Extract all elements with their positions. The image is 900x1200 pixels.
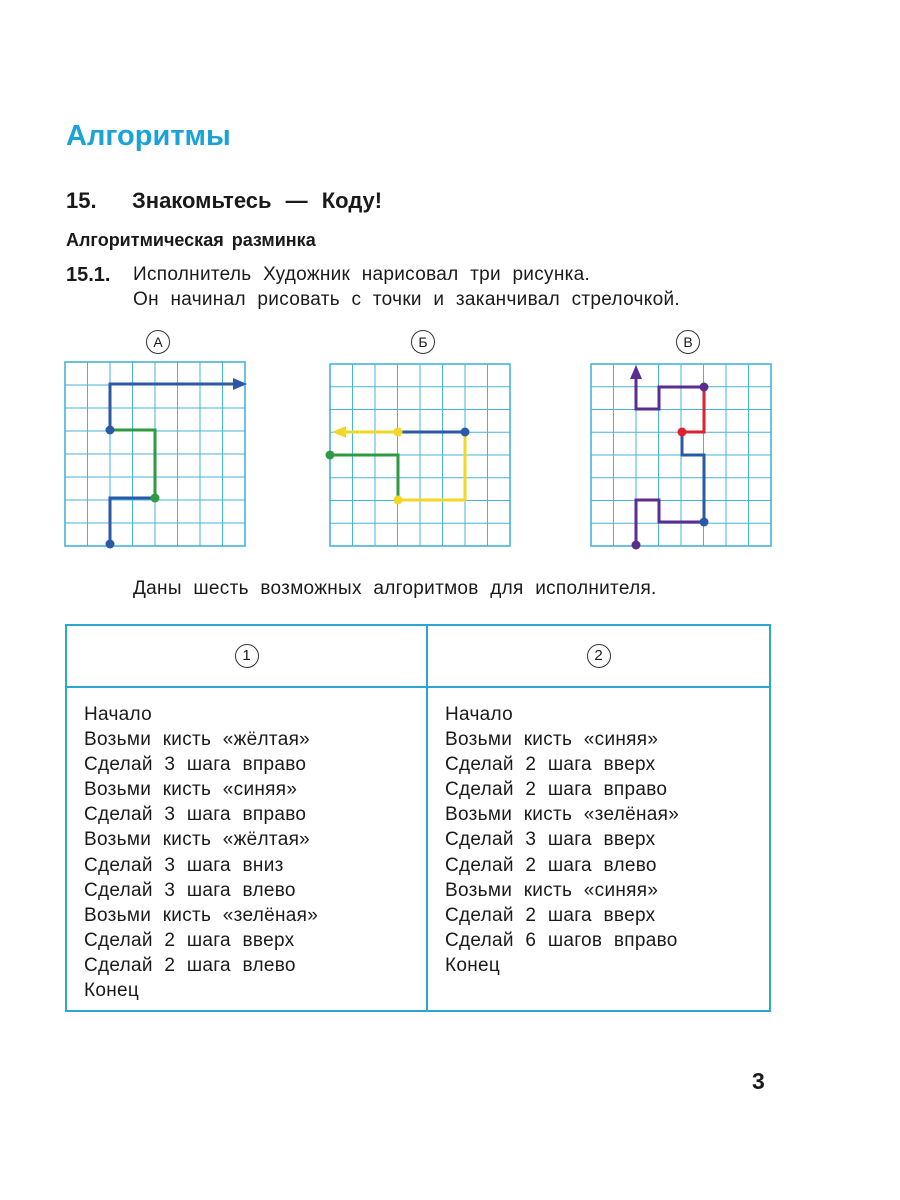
task-number: 15.: [66, 188, 97, 213]
exercise-line-2: Он начинал рисовать с точки и заканчивал стрелочкой.: [133, 289, 680, 310]
algorithm-step: Сделай 2 шага вверх: [84, 929, 295, 951]
start-dot: [106, 540, 115, 549]
task-name: Знакомьтесь — Коду!: [132, 188, 383, 213]
algorithm-steps-1: [67, 688, 426, 1003]
algorithm-step: Возьми кисть «жёлтая»: [84, 829, 311, 851]
algorithm-step: Сделай 3 шага вправо: [84, 754, 307, 776]
arrowhead-icon: [630, 365, 642, 379]
algorithm-step: Начало: [84, 704, 153, 725]
figure-b-grid: [330, 364, 510, 546]
figure-v-grid: [591, 364, 771, 546]
algorithm-step: Сделай 3 шага влево: [84, 879, 296, 901]
algorithm-step: Сделай 6 шагов вправо: [445, 929, 678, 951]
algorithm-label-2: 2: [587, 644, 611, 668]
algorithm-step: Конец: [84, 980, 140, 1002]
algorithm-step: Возьми кисть «синяя»: [84, 779, 298, 801]
algorithm-step: Начало: [445, 704, 514, 725]
figure-a-grid: [65, 362, 247, 546]
turn-dot-blue: [700, 518, 709, 527]
exercise-text: [133, 262, 680, 312]
page-number: 3: [752, 1068, 765, 1094]
turn-dot-purple: [700, 383, 709, 392]
arrowhead-icon: [332, 426, 346, 438]
algorithm-step: Возьми кисть «зелёная»: [445, 804, 680, 826]
path-purple-lower: [636, 500, 704, 545]
algorithm-step: Сделай 2 шага вправо: [445, 779, 668, 801]
algorithm-step: Сделай 2 шага вверх: [445, 904, 656, 926]
subheading: Алгоритмическая разминка: [66, 230, 316, 250]
algorithm-column-2: [428, 626, 769, 1010]
figure-label-v: В: [676, 330, 700, 354]
algorithm-step: Возьми кисть «зелёная»: [84, 904, 319, 926]
path-yellow-lower: [398, 432, 465, 500]
algorithm-header-1: [67, 626, 426, 688]
turn-dot-red: [678, 428, 687, 437]
turn-dot-green: [151, 494, 160, 503]
turn-dot-yellow-1: [394, 496, 403, 505]
figure-label-b: Б: [411, 330, 435, 354]
algorithm-step: Сделай 2 шага вверх: [445, 754, 656, 776]
start-dot: [632, 541, 641, 550]
algorithm-step: Сделай 3 шага вправо: [84, 804, 307, 826]
algorithm-step: Возьми кисть «синяя»: [445, 729, 659, 751]
intro-text: Даны шесть возможных алгоритмов для исполнителя.: [133, 578, 657, 599]
algorithm-step: Конец: [445, 954, 501, 976]
figure-label-a: А: [146, 330, 170, 354]
path-blue: [682, 432, 704, 522]
path-purple-upper: [636, 376, 704, 409]
exercise-line-1: Исполнитель Художник нарисовал три рисунка.: [133, 264, 591, 285]
start-dot: [326, 451, 335, 460]
algorithm-step: Сделай 3 шага вниз: [84, 854, 284, 876]
exercise-number: 15.1.: [66, 264, 111, 286]
algorithm-step: Возьми кисть «жёлтая»: [84, 729, 311, 751]
algorithm-header-2: [428, 626, 769, 688]
turn-dot-blue: [461, 428, 470, 437]
algorithms-table: [65, 624, 771, 1012]
turn-dot-yellow-2: [394, 428, 403, 437]
turn-dot-blue: [106, 426, 115, 435]
algorithm-label-1: 1: [235, 644, 259, 668]
algorithm-step: Сделай 2 шага влево: [445, 854, 657, 876]
path-blue-upper: [110, 384, 237, 430]
algorithm-step: Возьми кисть «синяя»: [445, 879, 659, 901]
algorithm-steps-2: [428, 688, 769, 978]
algorithm-column-1: [67, 626, 428, 1010]
task-title: [66, 188, 382, 214]
algorithm-step: Сделай 2 шага влево: [84, 954, 296, 976]
algorithm-step: Сделай 3 шага вверх: [445, 829, 656, 851]
section-title: Алгоритмы: [66, 120, 231, 152]
